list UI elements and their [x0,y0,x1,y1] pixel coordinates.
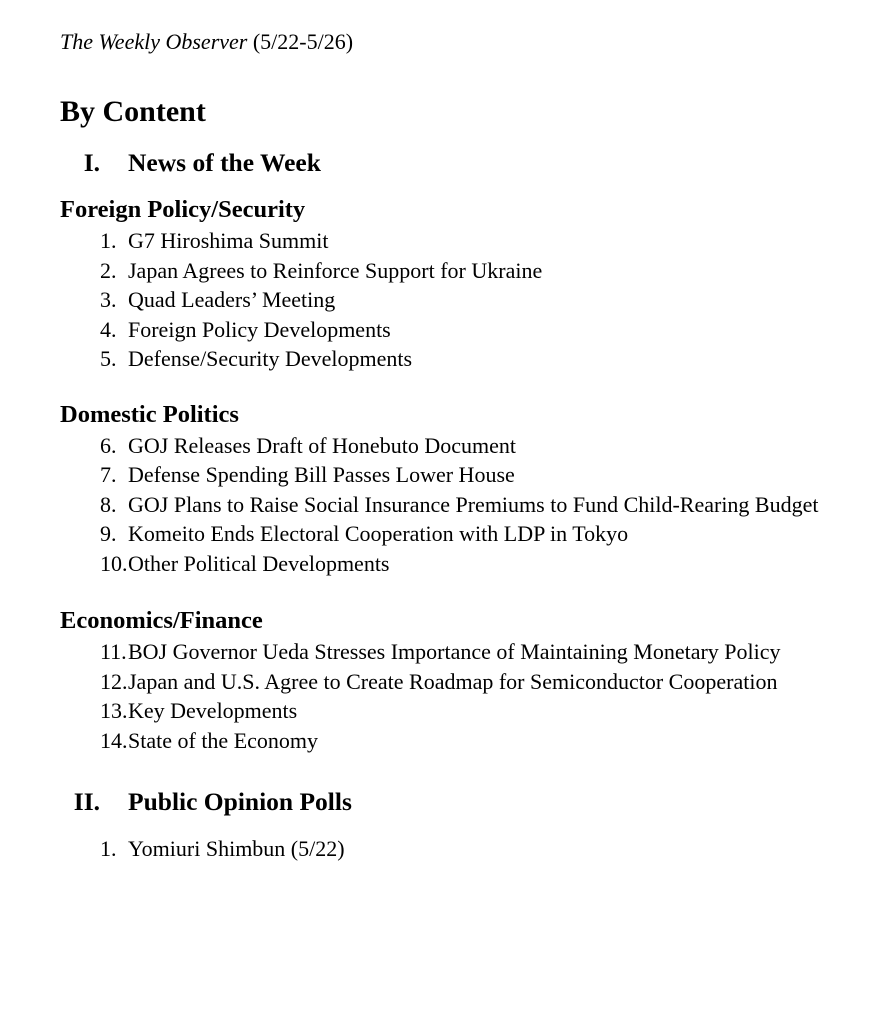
list-item [60,696,859,726]
list-item [60,490,859,520]
publication-date-range: (5/22-5/26) [247,29,354,54]
economics-finance-list [60,637,859,755]
list-item-number: 8. [100,491,117,517]
list-item-text: Japan Agrees to Reinforce Support for Ukraine [128,257,543,283]
list-item-number: 1. [100,228,117,253]
list-item-text: Quad Leaders’ Meeting [128,287,336,312]
list-item-number: 13. [100,698,128,723]
list-item [60,226,859,256]
list-item-text: GOJ Releases Draft of Honebuto Document [128,432,516,458]
list-item-number: 3. [100,287,117,312]
list-item-number: 2. [100,257,117,283]
list-item [60,256,859,286]
list-item-number: 5. [100,346,117,371]
list-item-number: 11. [100,639,127,664]
list-item [60,431,859,461]
list-item-text: Other Political Developments [128,550,390,576]
by-content-heading: By Content [60,95,206,128]
list-item-number: 9. [100,521,117,546]
list-item-text: GOJ Plans to Raise Social Insurance Premiums to Fund Child-Rearing Budget [128,491,819,517]
list-item-text: Yomiuri Shimbun (5/22) [128,836,345,861]
list-item-number: 12. [100,668,128,694]
section-heading-public-opinion-polls [60,787,859,817]
list-item [60,549,859,579]
list-item [60,834,859,864]
domestic-politics-list [60,431,859,579]
list-item-number: 14. [100,727,128,753]
list-item-number: 7. [100,462,117,487]
group-header-economics-finance: Economics/Finance [60,607,263,634]
list-item-text: Defense Spending Bill Passes Lower House [128,462,515,487]
list-item [60,315,859,345]
list-item-number: 4. [100,316,117,342]
list-item-text: State of the Economy [128,727,319,753]
list-item-text: Defense/Security Developments [128,346,413,371]
list-item-number: 1. [100,836,117,861]
list-item [60,667,859,697]
group-header-foreign-policy-security: Foreign Policy/Security [60,196,306,223]
list-item-number: 10. [100,550,128,576]
section-heading-news-of-the-week [60,148,859,178]
list-item-text: G7 Hiroshima Summit [128,228,329,253]
section-title: News of the Week [128,148,321,177]
section-numeral: I. [83,148,100,177]
list-item-text: Key Developments [128,698,298,723]
publication-name: The Weekly Observer [60,29,248,54]
list-item [60,519,859,549]
foreign-policy-list [60,226,859,374]
group-header-domestic-politics: Domestic Politics [60,400,239,428]
list-item-number: 6. [100,432,117,458]
list-item [60,285,859,315]
list-item [60,637,859,667]
list-item-text: Japan and U.S. Agree to Create Roadmap for Semiconductor Cooperation [128,668,778,694]
list-item [60,344,859,374]
list-item-text: Foreign Policy Developments [128,316,391,342]
section-title: Public Opinion Polls [128,787,352,816]
public-opinion-polls-list [60,834,859,864]
document-title [60,27,859,56]
list-item-text: BOJ Governor Ueda Stresses Importance of Maintaining Monetary Policy [128,639,781,664]
list-item-text: Komeito Ends Electoral Cooperation with LDP in Tokyo [128,521,629,546]
list-item [60,460,859,490]
section-numeral: II. [73,787,100,816]
list-item [60,726,859,756]
